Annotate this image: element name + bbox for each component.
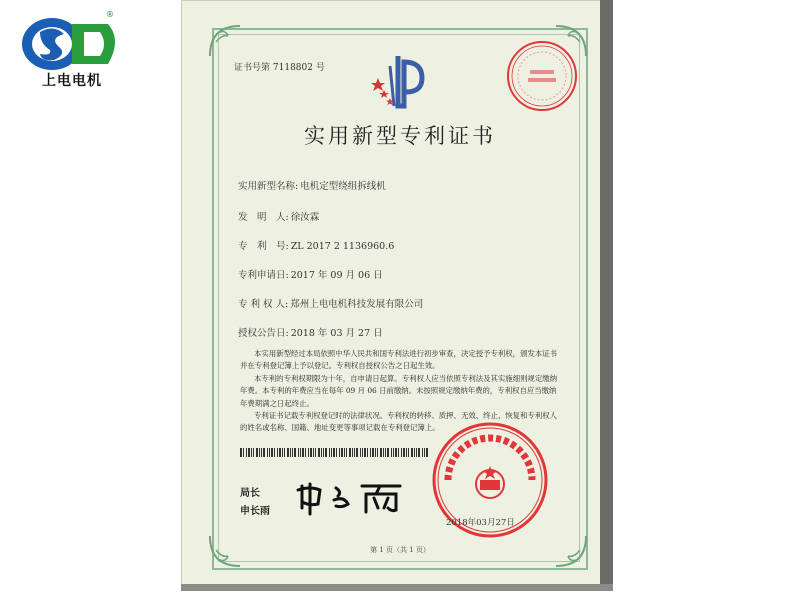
official-seal-small-icon [502, 36, 582, 116]
scan-bottom-edge [181, 584, 613, 591]
director-name: 申长雨 [240, 506, 270, 517]
field-label: 授权公告日: [238, 328, 289, 339]
field-value: 徐汝霖 [290, 212, 320, 223]
field-row [238, 178, 386, 192]
body-paragraph: 本实用新型经过本局依照中华人民共和国专利法进行初步审查，决定授予专利权，颁发本证书并在专利登记簿上予以登记。专利权自授权公告之日起生效。 [240, 349, 558, 371]
field-value: 郑州上电电机科技发展有限公司 [290, 299, 424, 310]
certificate-title: 实用新型专利证书 [304, 124, 496, 148]
field-label: 专 利 权 人: [238, 299, 289, 310]
certificate-number [234, 60, 325, 73]
certificate-number-value: 7118802 [272, 63, 313, 73]
field-value: 2018 年 03 月 27 日 [290, 328, 383, 339]
corner-ornament-icon [206, 22, 244, 60]
body-paragraph: 专利证书记载专利权登记时的法律状况。专利权的转移、质押、无效、终止、恢复和专利权人的姓名或名称、国籍、地址变更等事项记载在专利登记簿上。 [240, 411, 558, 433]
handwritten-signature-icon [296, 478, 406, 516]
field-label: 专 利 号: [238, 241, 289, 252]
field-label: 发 明 人: [238, 212, 289, 223]
field-row [238, 325, 383, 339]
seal-date: 2018年03月27日 [446, 518, 515, 528]
body-paragraph: 本专利的专利权期限为十年，自申请日起算。专利权人应当依照专利法及其实施细则规定缴纳年费。本专利的年费应当在每年 09 月 06 日前缴纳。未按照规定缴纳年费的，专利权自应当缴纳年费期满之日起终止。 [240, 373, 558, 408]
field-row [238, 238, 394, 252]
field-value: ZL 2017 2 1136960.6 [290, 241, 395, 252]
field-label: 实用新型名称: [238, 181, 299, 192]
certificate-number-label: 证书号第 [234, 63, 271, 73]
barcode-icon [240, 448, 430, 457]
director-title: 局长 [240, 488, 260, 499]
patent-office-emblem-icon [368, 48, 438, 118]
scan-shadow-edge [600, 0, 613, 591]
field-row [238, 209, 319, 223]
company-logo-text: 上电电机 [42, 73, 102, 89]
field-row [238, 296, 423, 310]
field-label: 专利申请日: [238, 270, 289, 281]
field-value: 电机定型绕组拆线机 [300, 181, 386, 192]
registered-mark: ® [106, 10, 114, 19]
page-number: 第 1 页（共 1 页） [370, 546, 430, 554]
field-value: 2017 年 09 月 06 日 [290, 270, 383, 281]
field-row [238, 267, 383, 281]
certificate-number-suffix: 号 [315, 63, 325, 73]
